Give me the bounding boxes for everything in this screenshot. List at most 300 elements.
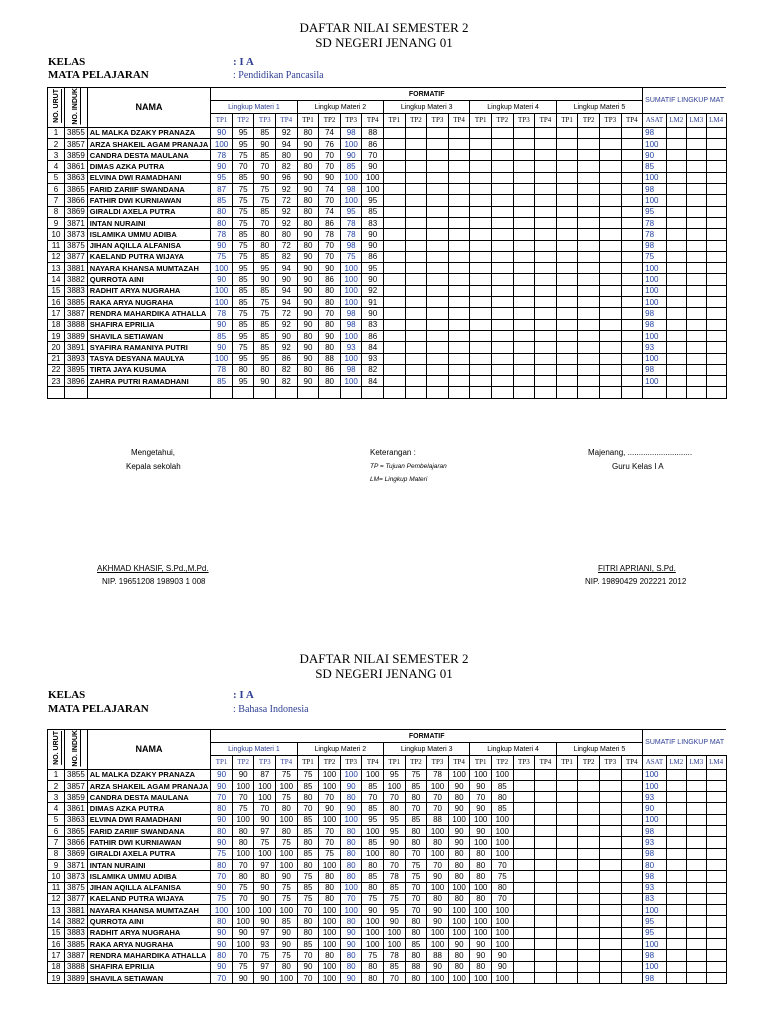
student-name-cell: SHAFIRA EPRILIA — [87, 319, 210, 330]
asat-cell: 85 — [643, 161, 667, 172]
empty-cell — [513, 905, 535, 916]
empty-cell — [513, 826, 535, 837]
score-cell: 90 — [297, 319, 319, 330]
empty-cell — [556, 882, 578, 893]
score-cell: 100 — [254, 780, 276, 791]
score-cell: 98 — [340, 184, 362, 195]
score-cell: 70 — [319, 792, 341, 803]
score-cell: 90 — [211, 240, 233, 251]
formatif-header: FORMATIF — [211, 88, 643, 101]
score-cell: 76 — [319, 138, 341, 149]
tp-header: TP3 — [340, 114, 362, 127]
score-cell: 75 — [254, 950, 276, 961]
score-cell: 78 — [211, 308, 233, 319]
empty-cell — [666, 972, 686, 983]
empty-cell — [621, 882, 643, 893]
empty-cell — [706, 916, 726, 927]
score-cell: 95 — [384, 826, 406, 837]
tp-header: TP4 — [448, 756, 470, 769]
tp-header: TP4 — [362, 114, 384, 127]
table-row — [48, 814, 727, 825]
score-cell: 74 — [319, 206, 341, 217]
score-cell: 80 — [319, 319, 341, 330]
tp-header: TP3 — [513, 756, 535, 769]
score-cell: 90 — [470, 826, 492, 837]
student-name-cell: FATHIR DWI KURNIAWAN — [87, 837, 210, 848]
score-cell: 100 — [276, 972, 298, 983]
empty-cell — [706, 780, 726, 791]
score-cell: 100 — [276, 848, 298, 859]
score-cell: 85 — [232, 285, 254, 296]
empty-cell — [599, 905, 621, 916]
tp-note: TP = Tujuan Pembelajaran — [370, 463, 447, 470]
score-cell: 70 — [297, 972, 319, 983]
score-cell: 90 — [470, 939, 492, 950]
score-cell: 78 — [427, 769, 449, 780]
score-cell: 80 — [405, 837, 427, 848]
score-cell: 90 — [211, 814, 233, 825]
score-cell: 90 — [297, 138, 319, 149]
no-urut-cell: 10 — [48, 871, 65, 882]
score-cell: 85 — [405, 780, 427, 791]
score-cell: 86 — [362, 251, 384, 262]
empty-cell — [599, 769, 621, 780]
score-cell: 80 — [211, 803, 233, 814]
empty-cell — [599, 882, 621, 893]
score-cell: 85 — [297, 826, 319, 837]
empty-cell — [621, 826, 643, 837]
asat-cell: 98 — [643, 308, 667, 319]
empty-cell — [666, 769, 686, 780]
score-cell: 92 — [362, 285, 384, 296]
score-cell: 100 — [362, 916, 384, 927]
score-cell: 75 — [232, 961, 254, 972]
score-cell: 75 — [254, 308, 276, 319]
score-cell: 100 — [448, 882, 470, 893]
asat-cell: 100 — [643, 769, 667, 780]
student-name-cell: RAKA ARYA NUGRAHA — [87, 297, 210, 308]
empty-cell — [599, 871, 621, 882]
no-urut-cell: 17 — [48, 308, 65, 319]
empty-cell — [578, 769, 600, 780]
score-cell: 70 — [232, 161, 254, 172]
score-cell: 75 — [276, 792, 298, 803]
asat-cell: 83 — [643, 893, 667, 904]
no-urut-cell: 11 — [48, 240, 65, 251]
student-name-cell: TIRTA JAYA KUSUMA — [87, 364, 210, 375]
score-cell: 80 — [319, 871, 341, 882]
sumatif-col-header: LM2 — [666, 756, 686, 769]
score-cell: 75 — [384, 893, 406, 904]
score-cell: 75 — [276, 893, 298, 904]
table-row — [48, 927, 727, 938]
score-cell: 70 — [319, 837, 341, 848]
score-cell: 100 — [319, 905, 341, 916]
score-cell: 100 — [384, 939, 406, 950]
score-cell: 80 — [276, 803, 298, 814]
score-cell: 95 — [254, 353, 276, 364]
score-cell: 75 — [232, 251, 254, 262]
empty-cell — [621, 871, 643, 882]
no-urut-cell: 9 — [48, 217, 65, 228]
empty-cell — [706, 927, 726, 938]
asat-cell: 90 — [643, 803, 667, 814]
score-cell: 70 — [232, 950, 254, 961]
no-induk-cell: 3895 — [65, 364, 88, 375]
empty-cell — [578, 882, 600, 893]
empty-cell — [578, 961, 600, 972]
empty-cell — [535, 792, 557, 803]
empty-cell — [578, 950, 600, 961]
score-cell: 100 — [470, 769, 492, 780]
score-cell: 90 — [448, 780, 470, 791]
score-cell: 80 — [405, 950, 427, 961]
table-row — [48, 837, 727, 848]
empty-cell — [621, 916, 643, 927]
score-cell: 100 — [340, 905, 362, 916]
score-cell: 100 — [492, 826, 514, 837]
score-cell: 75 — [254, 195, 276, 206]
score-cell: 82 — [276, 251, 298, 262]
score-cell: 83 — [362, 217, 384, 228]
sumatif-col-header: LM3 — [686, 756, 706, 769]
empty-cell — [513, 780, 535, 791]
no-urut-cell: 6 — [48, 184, 65, 195]
empty-cell — [535, 916, 557, 927]
empty-cell — [599, 814, 621, 825]
score-cell: 75 — [232, 882, 254, 893]
asat-cell: 98 — [643, 950, 667, 961]
lingkup-materi-header: Lingkup Materi 1 — [211, 743, 297, 756]
no-induk-cell: 3885 — [65, 297, 88, 308]
tp-header: TP4 — [448, 114, 470, 127]
kepsek-name: AKHMAD KHASIF, S.Pd.,M.Pd. — [97, 564, 209, 573]
score-cell: 75 — [297, 769, 319, 780]
score-cell: 70 — [254, 803, 276, 814]
student-name-cell: ISLAMIKA UMMU ADIBA — [87, 871, 210, 882]
score-cell: 85 — [232, 319, 254, 330]
student-name-cell: RENDRA MAHARDIKA ATHALLA — [87, 950, 210, 961]
empty-cell — [578, 803, 600, 814]
score-cell: 90 — [211, 319, 233, 330]
no-urut-cell: 17 — [48, 950, 65, 961]
empty-cell — [686, 882, 706, 893]
score-cell: 100 — [340, 330, 362, 341]
empty-cell — [621, 780, 643, 791]
empty-cell — [686, 848, 706, 859]
score-cell: 100 — [340, 195, 362, 206]
empty-cell — [556, 905, 578, 916]
empty-cell — [666, 803, 686, 814]
score-cell: 90 — [297, 353, 319, 364]
score-cell: 100 — [319, 814, 341, 825]
score-cell: 80 — [384, 848, 406, 859]
score-cell: 94 — [276, 263, 298, 274]
score-cell: 90 — [232, 769, 254, 780]
no-urut-cell: 5 — [48, 172, 65, 183]
empty-cell — [513, 939, 535, 950]
empty-cell — [513, 792, 535, 803]
no-induk-cell: 3871 — [65, 859, 88, 870]
score-cell: 95 — [232, 127, 254, 138]
asat-cell: 100 — [643, 814, 667, 825]
asat-cell: 100 — [643, 353, 667, 364]
no-induk-cell: 3887 — [65, 950, 88, 961]
grade-table-2 — [47, 729, 727, 984]
score-cell: 90 — [427, 871, 449, 882]
tp-header: TP1 — [211, 756, 233, 769]
score-cell: 100 — [276, 905, 298, 916]
score-cell: 100 — [232, 780, 254, 791]
score-cell: 70 — [232, 792, 254, 803]
score-cell: 80 — [297, 364, 319, 375]
score-cell: 82 — [276, 364, 298, 375]
score-cell: 100 — [232, 916, 254, 927]
score-cell: 100 — [492, 814, 514, 825]
score-cell: 80 — [340, 837, 362, 848]
no-urut-cell: 6 — [48, 826, 65, 837]
empty-cell — [599, 927, 621, 938]
score-cell: 95 — [384, 814, 406, 825]
score-cell: 100 — [340, 882, 362, 893]
empty-cell — [599, 972, 621, 983]
empty-cell — [513, 961, 535, 972]
score-cell: 80 — [297, 859, 319, 870]
score-cell: 80 — [297, 195, 319, 206]
score-cell: 70 — [405, 803, 427, 814]
score-cell: 80 — [276, 826, 298, 837]
table-row — [48, 803, 727, 814]
empty-cell — [556, 814, 578, 825]
empty-cell — [535, 893, 557, 904]
score-cell: 80 — [340, 950, 362, 961]
empty-cell — [556, 961, 578, 972]
score-cell: 90 — [254, 893, 276, 904]
score-cell: 96 — [276, 172, 298, 183]
no-urut-cell: 10 — [48, 229, 65, 240]
mapel-value: : Pendidikan Pancasila — [233, 70, 324, 81]
score-cell: 80 — [319, 376, 341, 387]
student-name-cell: ARZA SHAKEIL AGAM PRANAJA — [87, 138, 210, 149]
no-urut-cell: 4 — [48, 161, 65, 172]
score-cell: 80 — [405, 792, 427, 803]
score-cell: 80 — [297, 240, 319, 251]
student-name-cell: RENDRA MAHARDIKA ATHALLA — [87, 308, 210, 319]
empty-cell — [686, 950, 706, 961]
no-urut-cell: 16 — [48, 939, 65, 950]
student-name-cell: KAELAND PUTRA WIJAYA — [87, 251, 210, 262]
no-urut-cell: 19 — [48, 972, 65, 983]
empty-cell — [513, 950, 535, 961]
score-cell: 70 — [384, 792, 406, 803]
score-cell: 85 — [297, 882, 319, 893]
score-cell: 85 — [297, 814, 319, 825]
score-cell: 70 — [297, 950, 319, 961]
score-cell: 100 — [340, 353, 362, 364]
no-induk-cell: 3859 — [65, 792, 88, 803]
asat-cell: 98 — [643, 848, 667, 859]
score-cell: 90 — [384, 916, 406, 927]
student-name-cell: JIHAN AQILLA ALFANISA — [87, 240, 210, 251]
score-cell: 90 — [384, 837, 406, 848]
empty-cell — [621, 972, 643, 983]
score-cell: 100 — [340, 274, 362, 285]
score-cell: 70 — [470, 792, 492, 803]
score-cell: 100 — [211, 138, 233, 149]
no-induk-cell: 3865 — [65, 826, 88, 837]
empty-cell — [556, 848, 578, 859]
score-cell: 70 — [405, 905, 427, 916]
score-cell: 95 — [340, 206, 362, 217]
sumatif-col-header: ASAT — [643, 756, 667, 769]
tp-header: TP3 — [599, 114, 621, 127]
score-cell: 86 — [362, 138, 384, 149]
student-name-cell: DIMAS AZKA PUTRA — [87, 161, 210, 172]
score-cell: 100 — [232, 905, 254, 916]
score-cell: 93 — [362, 353, 384, 364]
empty-cell — [556, 871, 578, 882]
score-cell: 75 — [232, 803, 254, 814]
score-cell: 95 — [362, 263, 384, 274]
empty-cell — [599, 893, 621, 904]
empty-cell — [599, 803, 621, 814]
asat-cell: 78 — [643, 217, 667, 228]
score-cell: 80 — [297, 837, 319, 848]
kelas-label: KELAS — [48, 56, 86, 68]
nama-header: NAMA — [87, 88, 210, 128]
score-cell: 100 — [492, 905, 514, 916]
score-cell: 100 — [470, 905, 492, 916]
empty-cell — [556, 859, 578, 870]
guru-text: Guru Kelas I A — [612, 462, 664, 471]
score-cell: 90 — [492, 950, 514, 961]
score-cell: 80 — [362, 972, 384, 983]
asat-cell: 78 — [643, 229, 667, 240]
tp-header: TP1 — [384, 756, 406, 769]
empty-cell — [686, 961, 706, 972]
score-cell: 100 — [492, 848, 514, 859]
score-cell: 70 — [232, 859, 254, 870]
score-cell: 85 — [276, 916, 298, 927]
score-cell: 100 — [470, 814, 492, 825]
score-cell: 90 — [492, 961, 514, 972]
score-cell: 90 — [340, 927, 362, 938]
student-name-cell: RAKA ARYA NUGRAHA — [87, 939, 210, 950]
score-cell: 80 — [276, 961, 298, 972]
score-cell: 95 — [232, 138, 254, 149]
empty-cell — [556, 893, 578, 904]
asat-cell: 100 — [643, 780, 667, 791]
score-cell: 80 — [211, 859, 233, 870]
table-row — [48, 871, 727, 882]
score-cell: 70 — [319, 251, 341, 262]
empty-cell — [666, 905, 686, 916]
score-cell: 90 — [470, 803, 492, 814]
score-cell: 100 — [211, 297, 233, 308]
score-cell: 100 — [319, 972, 341, 983]
empty-cell — [578, 972, 600, 983]
score-cell: 90 — [448, 826, 470, 837]
score-cell: 78 — [211, 229, 233, 240]
tp-header: TP3 — [427, 114, 449, 127]
table-row — [48, 893, 727, 904]
empty-cell — [686, 905, 706, 916]
lingkup-materi-header: Lingkup Materi 2 — [297, 743, 383, 756]
score-cell: 90 — [297, 263, 319, 274]
score-cell: 91 — [362, 297, 384, 308]
score-cell: 90 — [254, 274, 276, 285]
score-cell: 100 — [448, 927, 470, 938]
no-urut-cell: 18 — [48, 319, 65, 330]
empty-cell — [621, 859, 643, 870]
no-induk-cell: 3896 — [65, 376, 88, 387]
asat-cell: 95 — [643, 927, 667, 938]
no-induk-cell: 3869 — [65, 206, 88, 217]
score-cell: 100 — [427, 927, 449, 938]
tp-header: TP2 — [232, 756, 254, 769]
majenang-text: Majenang, ............................. — [588, 448, 693, 457]
score-cell: 75 — [232, 195, 254, 206]
empty-cell — [578, 871, 600, 882]
tp-header: TP4 — [535, 114, 557, 127]
no-induk-cell: 3877 — [65, 893, 88, 904]
score-cell: 85 — [254, 319, 276, 330]
kelas-label-2: KELAS — [48, 689, 86, 701]
score-cell: 90 — [211, 780, 233, 791]
no-urut-cell: 18 — [48, 961, 65, 972]
no-induk-cell: 3863 — [65, 172, 88, 183]
no-urut-cell: 21 — [48, 353, 65, 364]
score-cell: 85 — [254, 206, 276, 217]
no-urut-header: NO. URUT — [48, 88, 65, 128]
empty-cell — [666, 848, 686, 859]
empty-cell — [686, 927, 706, 938]
empty-cell — [513, 848, 535, 859]
empty-cell — [666, 893, 686, 904]
student-name-cell: KAELAND PUTRA WIJAYA — [87, 893, 210, 904]
score-cell: 90 — [297, 150, 319, 161]
score-cell: 95 — [232, 263, 254, 274]
asat-cell: 100 — [643, 274, 667, 285]
no-urut-cell: 13 — [48, 263, 65, 274]
score-cell: 90 — [276, 274, 298, 285]
sumatif-header: SUMATIF LINGKUP MAT — [643, 730, 726, 756]
empty-cell — [686, 916, 706, 927]
score-cell: 85 — [254, 251, 276, 262]
score-cell: 90 — [276, 871, 298, 882]
empty-cell — [556, 780, 578, 791]
asat-cell: 100 — [643, 939, 667, 950]
table-row — [48, 972, 727, 983]
table-row — [48, 882, 727, 893]
score-cell: 80 — [232, 364, 254, 375]
score-cell: 85 — [362, 837, 384, 848]
table-row — [48, 961, 727, 972]
tp-header: TP3 — [254, 114, 276, 127]
score-cell: 80 — [297, 927, 319, 938]
asat-cell: 93 — [643, 792, 667, 803]
empty-cell — [556, 837, 578, 848]
empty-cell — [599, 859, 621, 870]
asat-cell: 98 — [643, 972, 667, 983]
score-cell: 86 — [319, 217, 341, 228]
empty-cell — [556, 939, 578, 950]
score-cell: 70 — [492, 859, 514, 870]
empty-cell — [578, 826, 600, 837]
no-induk-cell: 3893 — [65, 353, 88, 364]
score-cell: 90 — [276, 927, 298, 938]
empty-cell — [621, 848, 643, 859]
